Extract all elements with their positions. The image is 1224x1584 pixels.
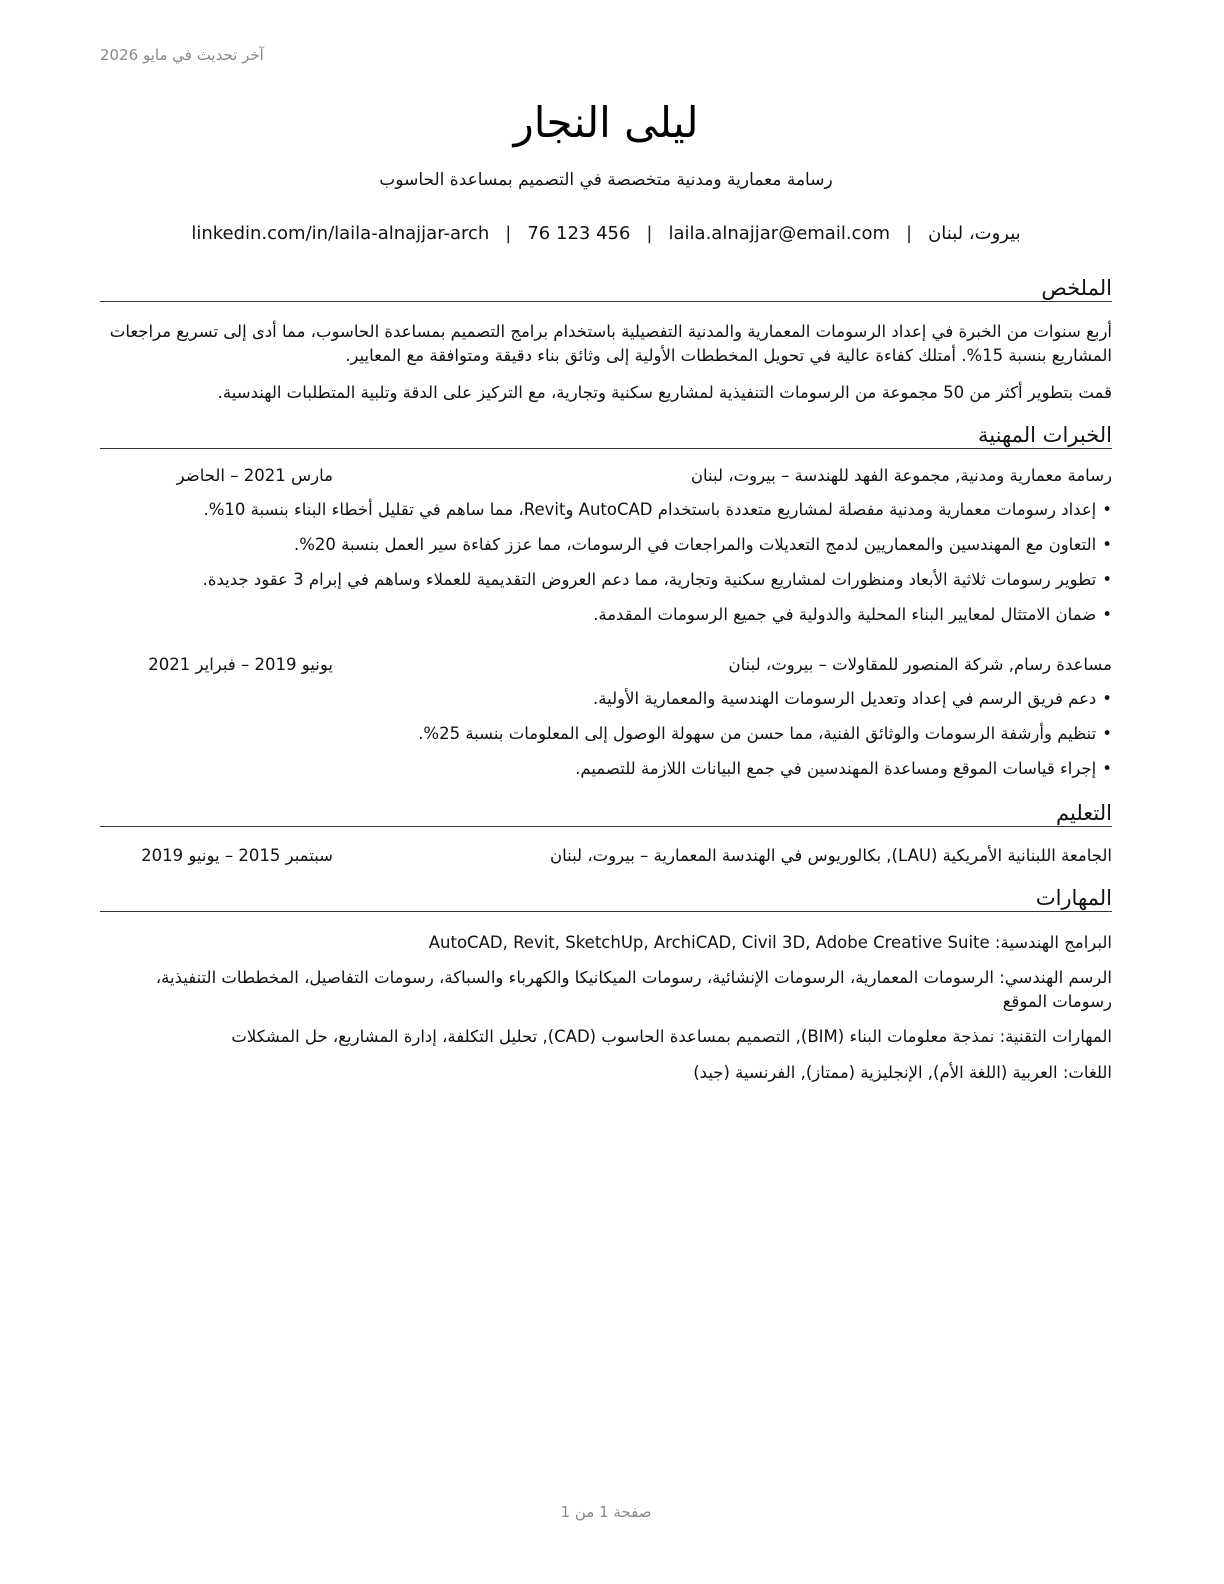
- bullet-text: دعم فريق الرسم في إعداد وتعديل الرسومات الهندسية والمعمارية الأولية.: [593, 689, 1097, 708]
- resume-page: [100, 0, 1112, 1584]
- summary-heading: الملخص: [100, 276, 1112, 302]
- last-updated: آخر تحديث في مايو 2026: [100, 46, 264, 64]
- job-org: رسامة معمارية ومدنية, مجموعة الفهد للهندسة – بيروت، لبنان: [690, 466, 1112, 485]
- contact-location: بيروت، لبنان: [928, 223, 1021, 244]
- job-bullet: •دعم فريق الرسم في إعداد وتعديل الرسومات الهندسية والمعمارية الأولية.: [593, 689, 1112, 708]
- bullet-text: تنظيم وأرشفة الرسومات والوثائق الفنية، مما حسن من سهولة الوصول إلى المعلومات بنسبة 25%.: [418, 724, 1097, 743]
- education-org: الجامعة اللبنانية الأمريكية (LAU), بكالوريوس في الهندسة المعمارية – بيروت، لبنان: [549, 846, 1112, 865]
- job-header: [100, 466, 1112, 490]
- bullet-text: التعاون مع المهندسين والمعماريين لدمج التعديلات والمراجعات في الرسومات، مما عزز كفاءة سير العمل بنسبة 20%.: [293, 535, 1097, 554]
- bullet-text: إجراء قياسات الموقع ومساعدة المهندسين في جمع البيانات اللازمة للتصميم.: [575, 759, 1097, 778]
- contact-separator: |: [906, 223, 913, 244]
- contact-line: [100, 223, 1112, 244]
- education-date: سبتمبر 2015 – يونيو 2019: [141, 846, 333, 865]
- candidate-subtitle: رسامة معمارية ومدنية متخصصة في التصميم بمساعدة الحاسوب: [379, 170, 833, 190]
- job-bullet: •إجراء قياسات الموقع ومساعدة المهندسين في جمع البيانات اللازمة للتصميم.: [575, 759, 1112, 778]
- job-bullet: •تطوير رسومات ثلاثية الأبعاد ومنظورات لمشاريع سكنية وتجارية، مما دعم العروض التقديمية للعملاء وساهم في إبرام 3 عقود جديدة.: [202, 570, 1112, 589]
- page-number: صفحة 1 من 1: [560, 1503, 652, 1521]
- job-header: [100, 655, 1112, 679]
- skill-line: البرامج الهندسية: AutoCAD, Revit, SketchUp, ArchiCAD, Civil 3D, Adobe Creative Suite: [428, 933, 1112, 952]
- skill-line: الرسم الهندسي: الرسومات المعمارية، الرسومات الإنشائية، رسومات الميكانيكا والكهرباء والسباكة، رسومات التفاصيل، المخططات التنفيذية، رسومات الموقع: [155, 968, 1112, 1011]
- job-date: يونيو 2019 – فبراير 2021: [148, 655, 333, 674]
- education-entry: [100, 846, 1112, 870]
- job-bullet: •ضمان الامتثال لمعايير البناء المحلية والدولية في جميع الرسومات المقدمة.: [593, 605, 1112, 624]
- bullet-text: تطوير رسومات ثلاثية الأبعاد ومنظورات لمشاريع سكنية وتجارية، مما دعم العروض التقديمية للعملاء وساهم في إبرام 3 عقود جديدة.: [202, 570, 1097, 589]
- experience-heading: الخبرات المهنية: [100, 423, 1112, 449]
- candidate-name: ليلى النجار: [513, 98, 699, 147]
- summary-paragraph: أربع سنوات من الخبرة في إعداد الرسومات المعمارية والمدنية التفصيلية باستخدام برامج التصميم بمساعدة الحاسوب، مما أدى إلى تسريع مراجعات المشاريع بنسبة 15%. أمتلك كفاءة عالية في تحويل المخططات الأولية إلى وثائق بناء دقيقة ومتوافقة مع المعايير.: [109, 322, 1112, 365]
- bullet-text: ضمان الامتثال لمعايير البناء المحلية والدولية في جميع الرسومات المقدمة.: [593, 605, 1097, 624]
- skill-line: المهارات التقنية: نمذجة معلومات البناء (BIM), التصميم بمساعدة الحاسوب (CAD), تحليل التكلفة، إدارة المشاريع، حل المشكلات: [231, 1027, 1112, 1046]
- contact-separator: |: [505, 223, 512, 244]
- contact-separator: |: [646, 223, 653, 244]
- job-bullet: •تنظيم وأرشفة الرسومات والوثائق الفنية، مما حسن من سهولة الوصول إلى المعلومات بنسبة 25%.: [418, 724, 1112, 743]
- contact-phone: 76 123 456: [527, 223, 631, 244]
- job-date: مارس 2021 – الحاضر: [176, 466, 333, 485]
- job-org: مساعدة رسام, شركة المنصور للمقاولات – بيروت، لبنان: [728, 655, 1112, 674]
- skill-line: اللغات: العربية (اللغة الأم), الإنجليزية (ممتاز), الفرنسية (جيد): [693, 1063, 1112, 1082]
- job-bullet: •التعاون مع المهندسين والمعماريين لدمج التعديلات والمراجعات في الرسومات، مما عزز كفاءة سير العمل بنسبة 20%.: [293, 535, 1112, 554]
- job-bullet: •إعداد رسومات معمارية ومدنية مفصلة لمشاريع متعددة باستخدام AutoCAD وRevit، مما ساهم في تقليل أخطاء البناء بنسبة 10%.: [203, 500, 1112, 519]
- summary-paragraph: قمت بتطوير أكثر من 50 مجموعة من الرسومات التنفيذية لمشاريع سكنية وتجارية، مع التركيز على الدقة وتلبية المتطلبات الهندسية.: [217, 383, 1112, 402]
- bullet-text: إعداد رسومات معمارية ومدنية مفصلة لمشاريع متعددة باستخدام AutoCAD وRevit، مما ساهم في تقليل أخطاء البناء بنسبة 10%.: [203, 500, 1097, 519]
- education-heading: التعليم: [100, 801, 1112, 827]
- contact-email[interactable]: laila.alnajjar@email.com: [668, 223, 890, 244]
- contact-linkedin[interactable]: linkedin.com/in/laila-alnajjar-arch: [191, 223, 490, 244]
- skills-heading: المهارات: [100, 886, 1112, 912]
